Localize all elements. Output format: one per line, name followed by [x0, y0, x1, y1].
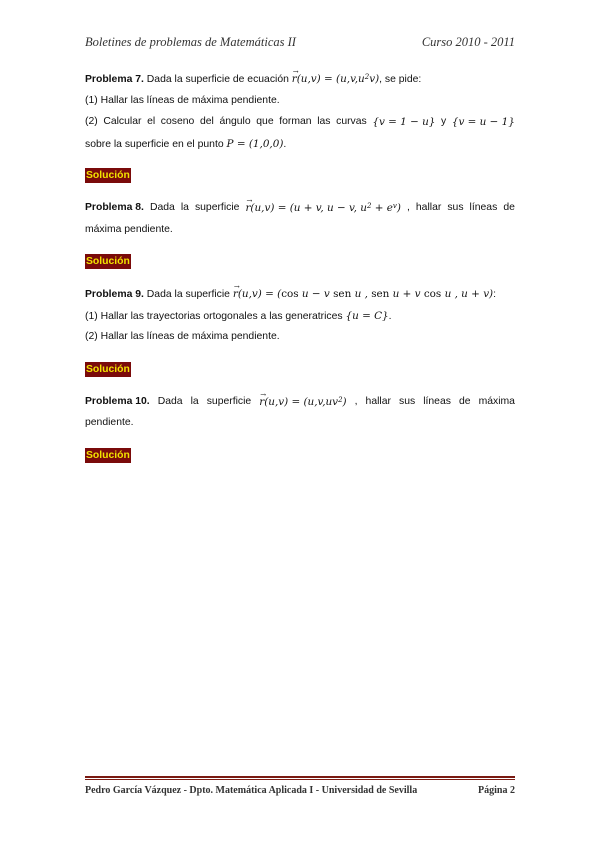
problem-7-label: Problema 7.	[85, 74, 144, 85]
page-number: Página 2	[478, 785, 515, 796]
footer-divider	[85, 776, 515, 780]
problem-10-line-2: pendiente.	[85, 417, 134, 428]
problem-9-line-1: Problema 9. Dada la superficie r → (u,v) = (cos u − v sen u , sen u + v cos u , u + v):	[85, 283, 497, 300]
header-course: Curso 2010 - 2011	[421, 35, 515, 49]
header-title: Boletines de problemas de Matemáticas II	[85, 35, 296, 49]
problem-9-label: Problema 9.	[85, 289, 144, 300]
footer-author: Pedro García Vázquez - Dpto. Matemática Aplicada I - Universidad de Sevilla	[85, 785, 418, 796]
problem-7-text-1: Dada la superficie de ecuación r → $(u,v) = (u,v,u^2v)$, se pide:	[146, 68, 422, 85]
page-footer	[85, 785, 515, 796]
problem-9-line-3: (2) Hallar las líneas de máxima pendiente.	[85, 331, 280, 342]
problem-9-line-2: (1) Hallar las trayectorias ortogonales a las generatrices {u = C}.	[85, 309, 392, 322]
solution-link-8[interactable]: Solución	[86, 256, 130, 267]
problem-8-label: Problema 8.	[85, 202, 144, 213]
problem-7-line-1	[85, 68, 515, 93]
problem-list	[85, 68, 515, 480]
problem-8-line-2: máxima pendiente.	[85, 223, 173, 235]
solution-link-10[interactable]: Solución	[86, 449, 130, 461]
problem-8-line-1: Problema 8. Dada la superficie r → (u,v) = (u + v, u − v, $u^2 + e^v$) , hallar sus líneas de	[85, 200, 515, 222]
problem-7-line-2: (1) Hallar las líneas de máxima pendiente.	[85, 94, 280, 106]
problem-7-line-4: sobre la superficie en el punto P = (1,0,0).	[85, 137, 287, 150]
problem-10-line-1: Problema 10. Dada la superficie r → $(u,v) = (u,v,uv^2)$ , hallar sus líneas de máxima	[85, 394, 515, 416]
solution-link-9[interactable]: Solución	[86, 363, 130, 375]
problem-10-label: Problema 10.	[85, 395, 150, 407]
problem-7-line-3: (2) Calcular el coseno del ángulo que forman las curvas {v = 1 − u} y {v = u − 1}	[85, 116, 515, 128]
solution-link-7[interactable]: Solución	[86, 170, 130, 181]
